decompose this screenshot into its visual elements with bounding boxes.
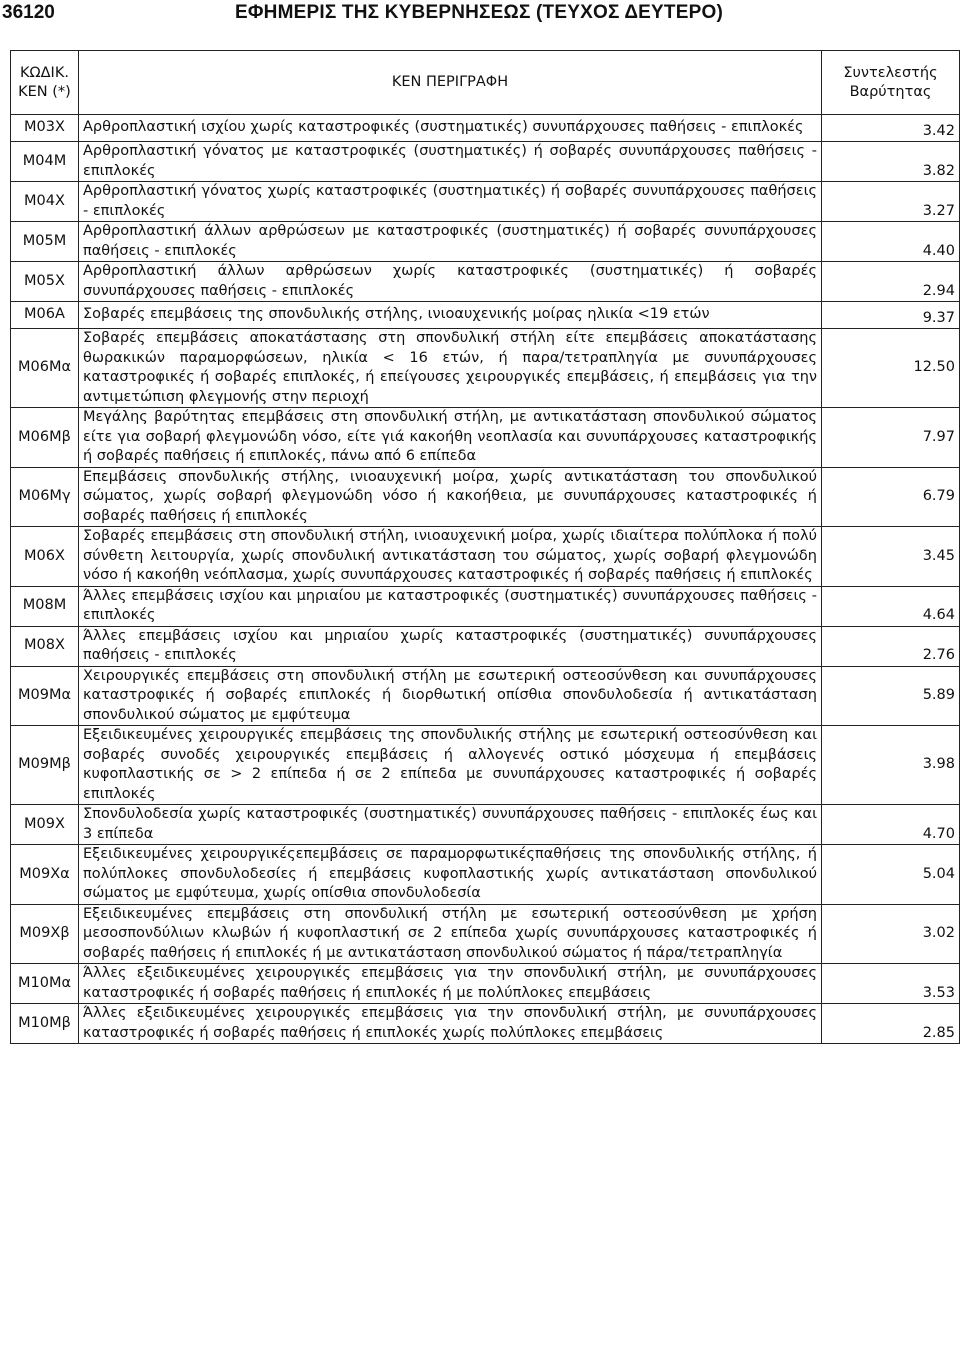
row-coefficient: 3.42 xyxy=(822,115,960,142)
header-row xyxy=(11,51,960,115)
row-code: Μ04Μ xyxy=(11,142,79,182)
table-body xyxy=(11,115,960,1044)
row-description: Αρθροπλαστική άλλων αρθρώσεων χωρίς καταστροφικές (συστηματικές) ή σοβαρές συνυπάρχουσες παθήσεις - επιπλοκές xyxy=(79,262,822,302)
table-row xyxy=(11,805,960,845)
row-coefficient: 3.53 xyxy=(822,964,960,1004)
row-coefficient: 5.04 xyxy=(822,845,960,905)
column-header-code-line1: ΚΩΔΙΚ. xyxy=(20,64,69,81)
row-coefficient: 5.89 xyxy=(822,666,960,726)
row-code: Μ10Μα xyxy=(11,964,79,1004)
row-description: Εξειδικευμένες χειρουργικέςεπεμβάσεις σε παραμορφωτικέςπαθήσεις της σπονδυλικής στήλης, ή πολύπλοκες σπονδυλοδεσίες ή επεμβάσεις κυφοπλαστικής χωρίς αντικατάσταση σπονδυλικού σώματος με εμφύτευμα, χωρίς οπίσθια σπονδυλοδεσία xyxy=(79,845,822,905)
row-description: Σοβαρές επεμβάσεις της σπονδυλικής στήλης, ινιοαυχενικής μοίρας ηλικία <19 ετών xyxy=(79,302,822,329)
row-coefficient: 2.85 xyxy=(822,1004,960,1044)
table-row xyxy=(11,726,960,805)
row-code: Μ05Χ xyxy=(11,262,79,302)
table-row xyxy=(11,845,960,905)
row-code: Μ10Μβ xyxy=(11,1004,79,1044)
table-row xyxy=(11,467,960,527)
row-description: Επεμβάσεις σπονδυλικής στήλης, ινιοαυχενική μοίρα, χωρίς αντικατάσταση του σπονδυλικού σώματος, χωρίς σοβαρή φλεγμονώδη νόσο ή κακοήθεια, με συνυπάρχουσες καταστροφικές ή σοβαρές παθήσεις ή επιπλοκές xyxy=(79,467,822,527)
table-row xyxy=(11,586,960,626)
row-coefficient: 3.45 xyxy=(822,527,960,587)
row-code: Μ03Χ xyxy=(11,115,79,142)
row-coefficient: 3.98 xyxy=(822,726,960,805)
row-code: Μ06Α xyxy=(11,302,79,329)
column-header-coefficient xyxy=(822,51,960,115)
ken-table xyxy=(10,50,960,1044)
column-header-code-line2: ΚΕΝ (*) xyxy=(18,83,71,100)
row-description: Αρθροπλαστική ισχίου χωρίς καταστροφικές (συστηματικές) συνυπάρχουσες παθήσεις - επιπλοκές xyxy=(79,115,822,142)
row-code: Μ05Μ xyxy=(11,222,79,262)
row-coefficient: 9.37 xyxy=(822,302,960,329)
row-coefficient: 3.82 xyxy=(822,142,960,182)
row-description: Εξειδικευμένες επεμβάσεις στη σπονδυλική στήλη με εσωτερική οστεοσύνθεση με χρήση μεσοσπονδύλιων κλωβών ή κυφοπλαστική σε 2 επίπεδα χωρίς συνυπάρχουσες καταστροφικές ή σοβαρές παθήσεις ή επιπλοκές ή με αντικατάσταση σπονδυλικού σώματος ή πάρα/τετραπληγία xyxy=(79,904,822,964)
row-description: Άλλες εξειδικευμένες χειρουργικές επεμβάσεις για την σπονδυλική στήλη, με συνυπάρχουσες καταστροφικές ή σοβαρές παθήσεις ή επιπλοκές ή με πολύπλοκες επεμβάσεις xyxy=(79,964,822,1004)
table-row xyxy=(11,262,960,302)
row-description: Εξειδικευμένες χειρουργικές επεμβάσεις της σπονδυλικής στήλης με εσωτερική οστεοσύνθεση και σοβαρές συνοδές χειρουργικές επεμβάσεις ή αλλογενές οστικό μόσχευμα ή επεμβάσεις κυφοπλαστικής σε > 2 επίπεδα ή σε 2 επίπεδα με συνυπάρχουσες καταστροφικές ή σοβαρές επιπλοκές xyxy=(79,726,822,805)
row-coefficient: 4.40 xyxy=(822,222,960,262)
column-header-coefficient-line2: Βαρύτητας xyxy=(849,83,932,100)
row-code: Μ08Μ xyxy=(11,586,79,626)
column-header-coefficient-line1: Συντελεστής xyxy=(843,64,938,81)
row-description: Αρθροπλαστική γόνατος με καταστροφικές (συστηματικές) ή σοβαρές συνυπάρχουσες παθήσεις - επιπλοκές xyxy=(79,142,822,182)
row-coefficient: 2.94 xyxy=(822,262,960,302)
row-code: Μ09Χ xyxy=(11,805,79,845)
row-coefficient: 3.27 xyxy=(822,182,960,222)
row-description: Αρθροπλαστική άλλων αρθρώσεων με καταστροφικές (συστηματικές) ή σοβαρές συνυπάρχουσες παθήσεις - επιπλοκές xyxy=(79,222,822,262)
row-coefficient: 4.70 xyxy=(822,805,960,845)
row-description: Σοβαρές επεμβάσεις στη σπονδυλική στήλη, ινιοαυχενική μοίρα, χωρίς ιδιαίτερα πολύπλοκα ή πολύ σύνθετη λειτουργία, χωρίς σπονδυλική αντικατάσταση του σώματος, χωρίς σοβαρή φλεγμονώδη νόσο ή κακοήθη νεόπλασμα, χωρίς συνυπάρχουσες καταστροφικές ή σοβαρές παθήσεις ή επιπλοκές xyxy=(79,527,822,587)
row-code: Μ04Χ xyxy=(11,182,79,222)
column-header-code xyxy=(11,51,79,115)
row-code: Μ06Μγ xyxy=(11,467,79,527)
table-row xyxy=(11,329,960,408)
journal-title: ΕΦΗΜΕΡΙΣ ΤΗΣ ΚΥΒΕΡΝΗΣΕΩΣ (ΤΕΥΧΟΣ ΔΕΥΤΕΡΟ) xyxy=(235,2,723,23)
table-row xyxy=(11,142,960,182)
table-row xyxy=(11,904,960,964)
table-row xyxy=(11,115,960,142)
row-code: Μ09Μβ xyxy=(11,726,79,805)
row-description: Χειρουργικές επεμβάσεις στη σπονδυλική στήλη με εσωτερική οστεοσύνθεση και συνυπάρχουσες καταστροφικές ή σοβαρές επιπλοκές ή διορθωτική οπίσθια σπονδυλοδεσία ή αντικατάσταση σπονδυλικού σώματος με εμφύτευμα xyxy=(79,666,822,726)
row-code: Μ06Χ xyxy=(11,527,79,587)
table-row xyxy=(11,666,960,726)
table-row xyxy=(11,302,960,329)
row-description: Άλλες εξειδικευμένες χειρουργικές επεμβάσεις για την σπονδυλική στήλη, με συνυπάρχουσες καταστροφικές ή σοβαρές παθήσεις ή επιπλοκές χωρίς πολύπλοκες επεμβάσεις xyxy=(79,1004,822,1044)
page-header xyxy=(0,0,960,30)
row-code: Μ09Μα xyxy=(11,666,79,726)
row-coefficient: 2.76 xyxy=(822,626,960,666)
row-description: Αρθροπλαστική γόνατος χωρίς καταστροφικές (συστηματικές) ή σοβαρές συνυπάρχουσες παθήσεις - επιπλοκές xyxy=(79,182,822,222)
table-row xyxy=(11,222,960,262)
row-description: Μεγάλης βαρύτητας επεμβάσεις στη σπονδυλική στήλη, με αντικατάσταση σπονδυλικού σώματος είτε για σοβαρή φλεγμονώδη νόσο, είτε γιά κακοήθη νεοπλασία και συνυπάρχουσες καταστροφικής ή σοβαρές παθήσεις ή επιπλοκές, πάνω από 6 επίπεδα xyxy=(79,408,822,468)
row-description: Σπονδυλοδεσία χωρίς καταστροφικές (συστηματικές) συνυπάρχουσες παθήσεις - επιπλοκές έως και 3 επίπεδα xyxy=(79,805,822,845)
table-row xyxy=(11,182,960,222)
row-code: Μ09Χβ xyxy=(11,904,79,964)
row-coefficient: 12.50 xyxy=(822,329,960,408)
table-row xyxy=(11,527,960,587)
row-coefficient: 4.64 xyxy=(822,586,960,626)
table-container xyxy=(10,50,959,1044)
row-code: Μ06Μβ xyxy=(11,408,79,468)
row-coefficient: 7.97 xyxy=(822,408,960,468)
row-coefficient: 6.79 xyxy=(822,467,960,527)
table-row xyxy=(11,1004,960,1044)
page-number: 36120 xyxy=(2,2,55,23)
row-description: Άλλες επεμβάσεις ισχίου και μηριαίου με καταστροφικές (συστηματικές) συνυπάρχουσες παθήσεις - επιπλοκές xyxy=(79,586,822,626)
row-description: Άλλες επεμβάσεις ισχίου και μηριαίου χωρίς καταστροφικές (συστηματικές) συνυπάρχουσες παθήσεις - επιπλοκές xyxy=(79,626,822,666)
row-description: Σοβαρές επεμβάσεις αποκατάστασης στη σπονδυλική στήλη είτε επεμβάσεις αποκατάστασης θωρακικών παραμορφώσεων, ηλικία < 16 ετών, ή παρα/τετραπληγία με συνυπάρχουσες καταστροφικές ή σοβαρές επιπλοκές, ή επείγουσες χειρουργικές επεμβάσεις, ή επεμβάσεις για την αντιμετώπιση φλεγμονής στην περιοχή xyxy=(79,329,822,408)
table-header xyxy=(11,51,960,115)
row-code: Μ08Χ xyxy=(11,626,79,666)
table-row xyxy=(11,408,960,468)
row-code: Μ09Χα xyxy=(11,845,79,905)
row-coefficient: 3.02 xyxy=(822,904,960,964)
table-row xyxy=(11,626,960,666)
column-header-description: ΚΕΝ ΠΕΡΙΓΡΑΦΗ xyxy=(79,51,822,115)
row-code: Μ06Μα xyxy=(11,329,79,408)
table-row xyxy=(11,964,960,1004)
